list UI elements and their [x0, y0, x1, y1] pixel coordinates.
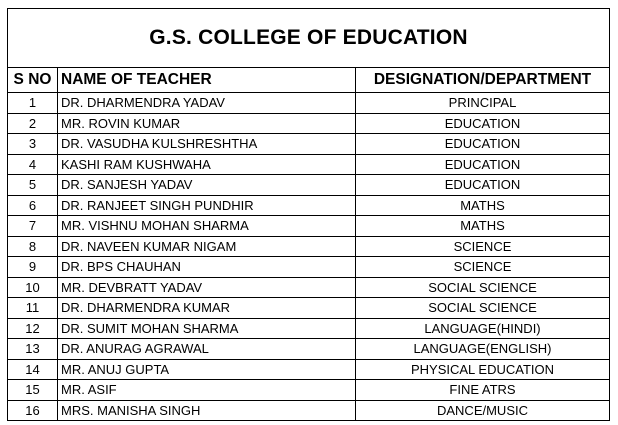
cell-department: FINE ATRS	[356, 380, 610, 401]
cell-sno: 6	[8, 195, 58, 216]
table-row	[8, 93, 610, 114]
cell-department: EDUCATION	[356, 175, 610, 196]
table-row	[8, 216, 610, 237]
table-row	[8, 175, 610, 196]
column-header-name: NAME OF TEACHER	[58, 68, 356, 93]
cell-teacher-name: DR. DHARMENDRA KUMAR	[58, 298, 356, 319]
cell-department: EDUCATION	[356, 154, 610, 175]
cell-department: SOCIAL SCIENCE	[356, 277, 610, 298]
cell-teacher-name: DR. BPS CHAUHAN	[58, 257, 356, 278]
cell-teacher-name: MR. VISHNU MOHAN SHARMA	[58, 216, 356, 237]
page-title: G.S. COLLEGE OF EDUCATION	[8, 9, 610, 68]
cell-teacher-name: MRS. MANISHA SINGH	[58, 400, 356, 421]
title-row	[8, 9, 610, 68]
cell-sno: 14	[8, 359, 58, 380]
cell-sno: 15	[8, 380, 58, 401]
table-row	[8, 154, 610, 175]
cell-sno: 11	[8, 298, 58, 319]
cell-teacher-name: DR. NAVEEN KUMAR NIGAM	[58, 236, 356, 257]
cell-department: SCIENCE	[356, 236, 610, 257]
cell-sno: 16	[8, 400, 58, 421]
cell-department: LANGUAGE(ENGLISH)	[356, 339, 610, 360]
cell-department: MATHS	[356, 216, 610, 237]
cell-department: EDUCATION	[356, 113, 610, 134]
cell-teacher-name: KASHI RAM KUSHWAHA	[58, 154, 356, 175]
cell-department: PHYSICAL EDUCATION	[356, 359, 610, 380]
table-row	[8, 277, 610, 298]
table-row	[8, 339, 610, 360]
cell-sno: 4	[8, 154, 58, 175]
cell-teacher-name: DR. VASUDHA KULSHRESHTHA	[58, 134, 356, 155]
table-body	[8, 93, 610, 421]
header-row	[8, 68, 610, 93]
table-row	[8, 195, 610, 216]
cell-teacher-name: MR. ASIF	[58, 380, 356, 401]
cell-sno: 5	[8, 175, 58, 196]
cell-department: SCIENCE	[356, 257, 610, 278]
table-row	[8, 257, 610, 278]
cell-teacher-name: DR. SUMIT MOHAN SHARMA	[58, 318, 356, 339]
cell-department: DANCE/MUSIC	[356, 400, 610, 421]
cell-teacher-name: DR. DHARMENDRA YADAV	[58, 93, 356, 114]
table-row	[8, 359, 610, 380]
table-row	[8, 380, 610, 401]
cell-sno: 13	[8, 339, 58, 360]
cell-department: PRINCIPAL	[356, 93, 610, 114]
column-header-department: DESIGNATION/DEPARTMENT	[356, 68, 610, 93]
cell-sno: 1	[8, 93, 58, 114]
cell-sno: 12	[8, 318, 58, 339]
cell-department: LANGUAGE(HINDI)	[356, 318, 610, 339]
cell-sno: 2	[8, 113, 58, 134]
column-header-sno: S NO	[8, 68, 58, 93]
cell-teacher-name: DR. SANJESH YADAV	[58, 175, 356, 196]
table-row	[8, 318, 610, 339]
cell-teacher-name: MR. DEVBRATT YADAV	[58, 277, 356, 298]
cell-sno: 10	[8, 277, 58, 298]
cell-sno: 9	[8, 257, 58, 278]
cell-sno: 3	[8, 134, 58, 155]
cell-teacher-name: MR. ANUJ GUPTA	[58, 359, 356, 380]
cell-teacher-name: DR. RANJEET SINGH PUNDHIR	[58, 195, 356, 216]
faculty-table	[7, 8, 610, 421]
cell-sno: 7	[8, 216, 58, 237]
cell-department: EDUCATION	[356, 134, 610, 155]
cell-department: MATHS	[356, 195, 610, 216]
cell-department: SOCIAL SCIENCE	[356, 298, 610, 319]
table-row	[8, 134, 610, 155]
table-row	[8, 400, 610, 421]
table-row	[8, 113, 610, 134]
cell-sno: 8	[8, 236, 58, 257]
table-row	[8, 298, 610, 319]
cell-teacher-name: MR. ROVIN KUMAR	[58, 113, 356, 134]
table-row	[8, 236, 610, 257]
cell-teacher-name: DR. ANURAG AGRAWAL	[58, 339, 356, 360]
